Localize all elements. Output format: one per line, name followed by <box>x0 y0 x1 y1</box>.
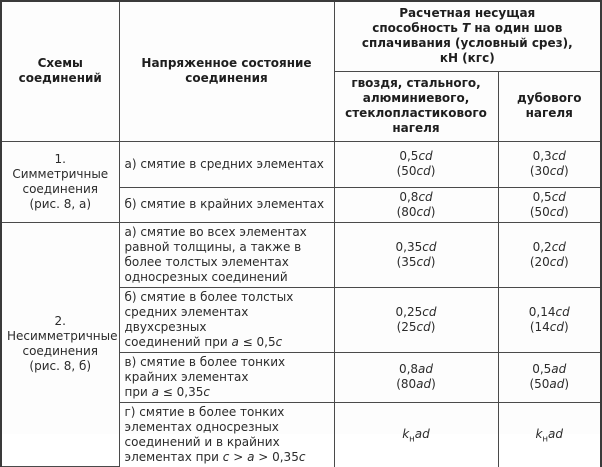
stress-desc-1b: б) смятие в крайних элементах <box>119 187 334 222</box>
header-row-top <box>1 1 601 71</box>
header-capacity: Расчетная несущая способность T на один шов сплачивания (условный срез), кН (кгс) <box>334 1 601 71</box>
stress-desc-1a: а) смятие в средних элементах <box>119 141 334 187</box>
value-nail-1b: 0,8cd (80cd) <box>334 187 498 222</box>
stress-desc-2a: а) смятие во всех элементах равной толщины, а также в более толстых элементах односрезных соединений <box>119 222 334 287</box>
value-oak-1a: 0,3cd (30cd) <box>498 141 601 187</box>
table-row <box>1 141 601 187</box>
value-nail-2b: 0,25cd (25cd) <box>334 287 498 352</box>
table-row <box>1 222 601 287</box>
header-schemes: Схемы соединений <box>1 1 119 141</box>
stress-desc-2c: в) смятие в более тонких крайних элементах при a ≤ 0,35c <box>119 352 334 402</box>
value-oak-2b: 0,14cd (14cd) <box>498 287 601 352</box>
value-nail-2d: $k_нad$ <box>334 402 498 467</box>
header-oak-dowel: дубового нагеля <box>498 71 601 141</box>
stress-desc-2b: б) смятие в более толстых средних элементах двухсрезных соединений при a ≤ 0,5c <box>119 287 334 352</box>
value-oak-2c: 0,5ad (50ad) <box>498 352 601 402</box>
value-oak-2a: 0,2cd (20cd) <box>498 222 601 287</box>
stress-desc-2d: г) смятие в более тонких элементах односрезных соединений и в крайних элементах при c > a > 0,35c <box>119 402 334 467</box>
scheme-group-2: 2. Несимметричные соединения (рис. 8, б) <box>1 222 119 467</box>
value-nail-2c: 0,8ad (80ad) <box>334 352 498 402</box>
value-oak-1b: 0,5cd (50cd) <box>498 187 601 222</box>
value-nail-2a: 0,35cd (35cd) <box>334 222 498 287</box>
value-nail-1a: 0,5cd (50cd) <box>334 141 498 187</box>
header-stress-state: Напряженное состояние соединения <box>119 1 334 141</box>
header-nail-types: гвоздя, стального, алюминиевого, стеклопластикового нагеля <box>334 71 498 141</box>
value-oak-2d: $k_нad$ <box>498 402 601 467</box>
scheme-group-1: 1. Симметричные соединения (рис. 8, а) <box>1 141 119 222</box>
